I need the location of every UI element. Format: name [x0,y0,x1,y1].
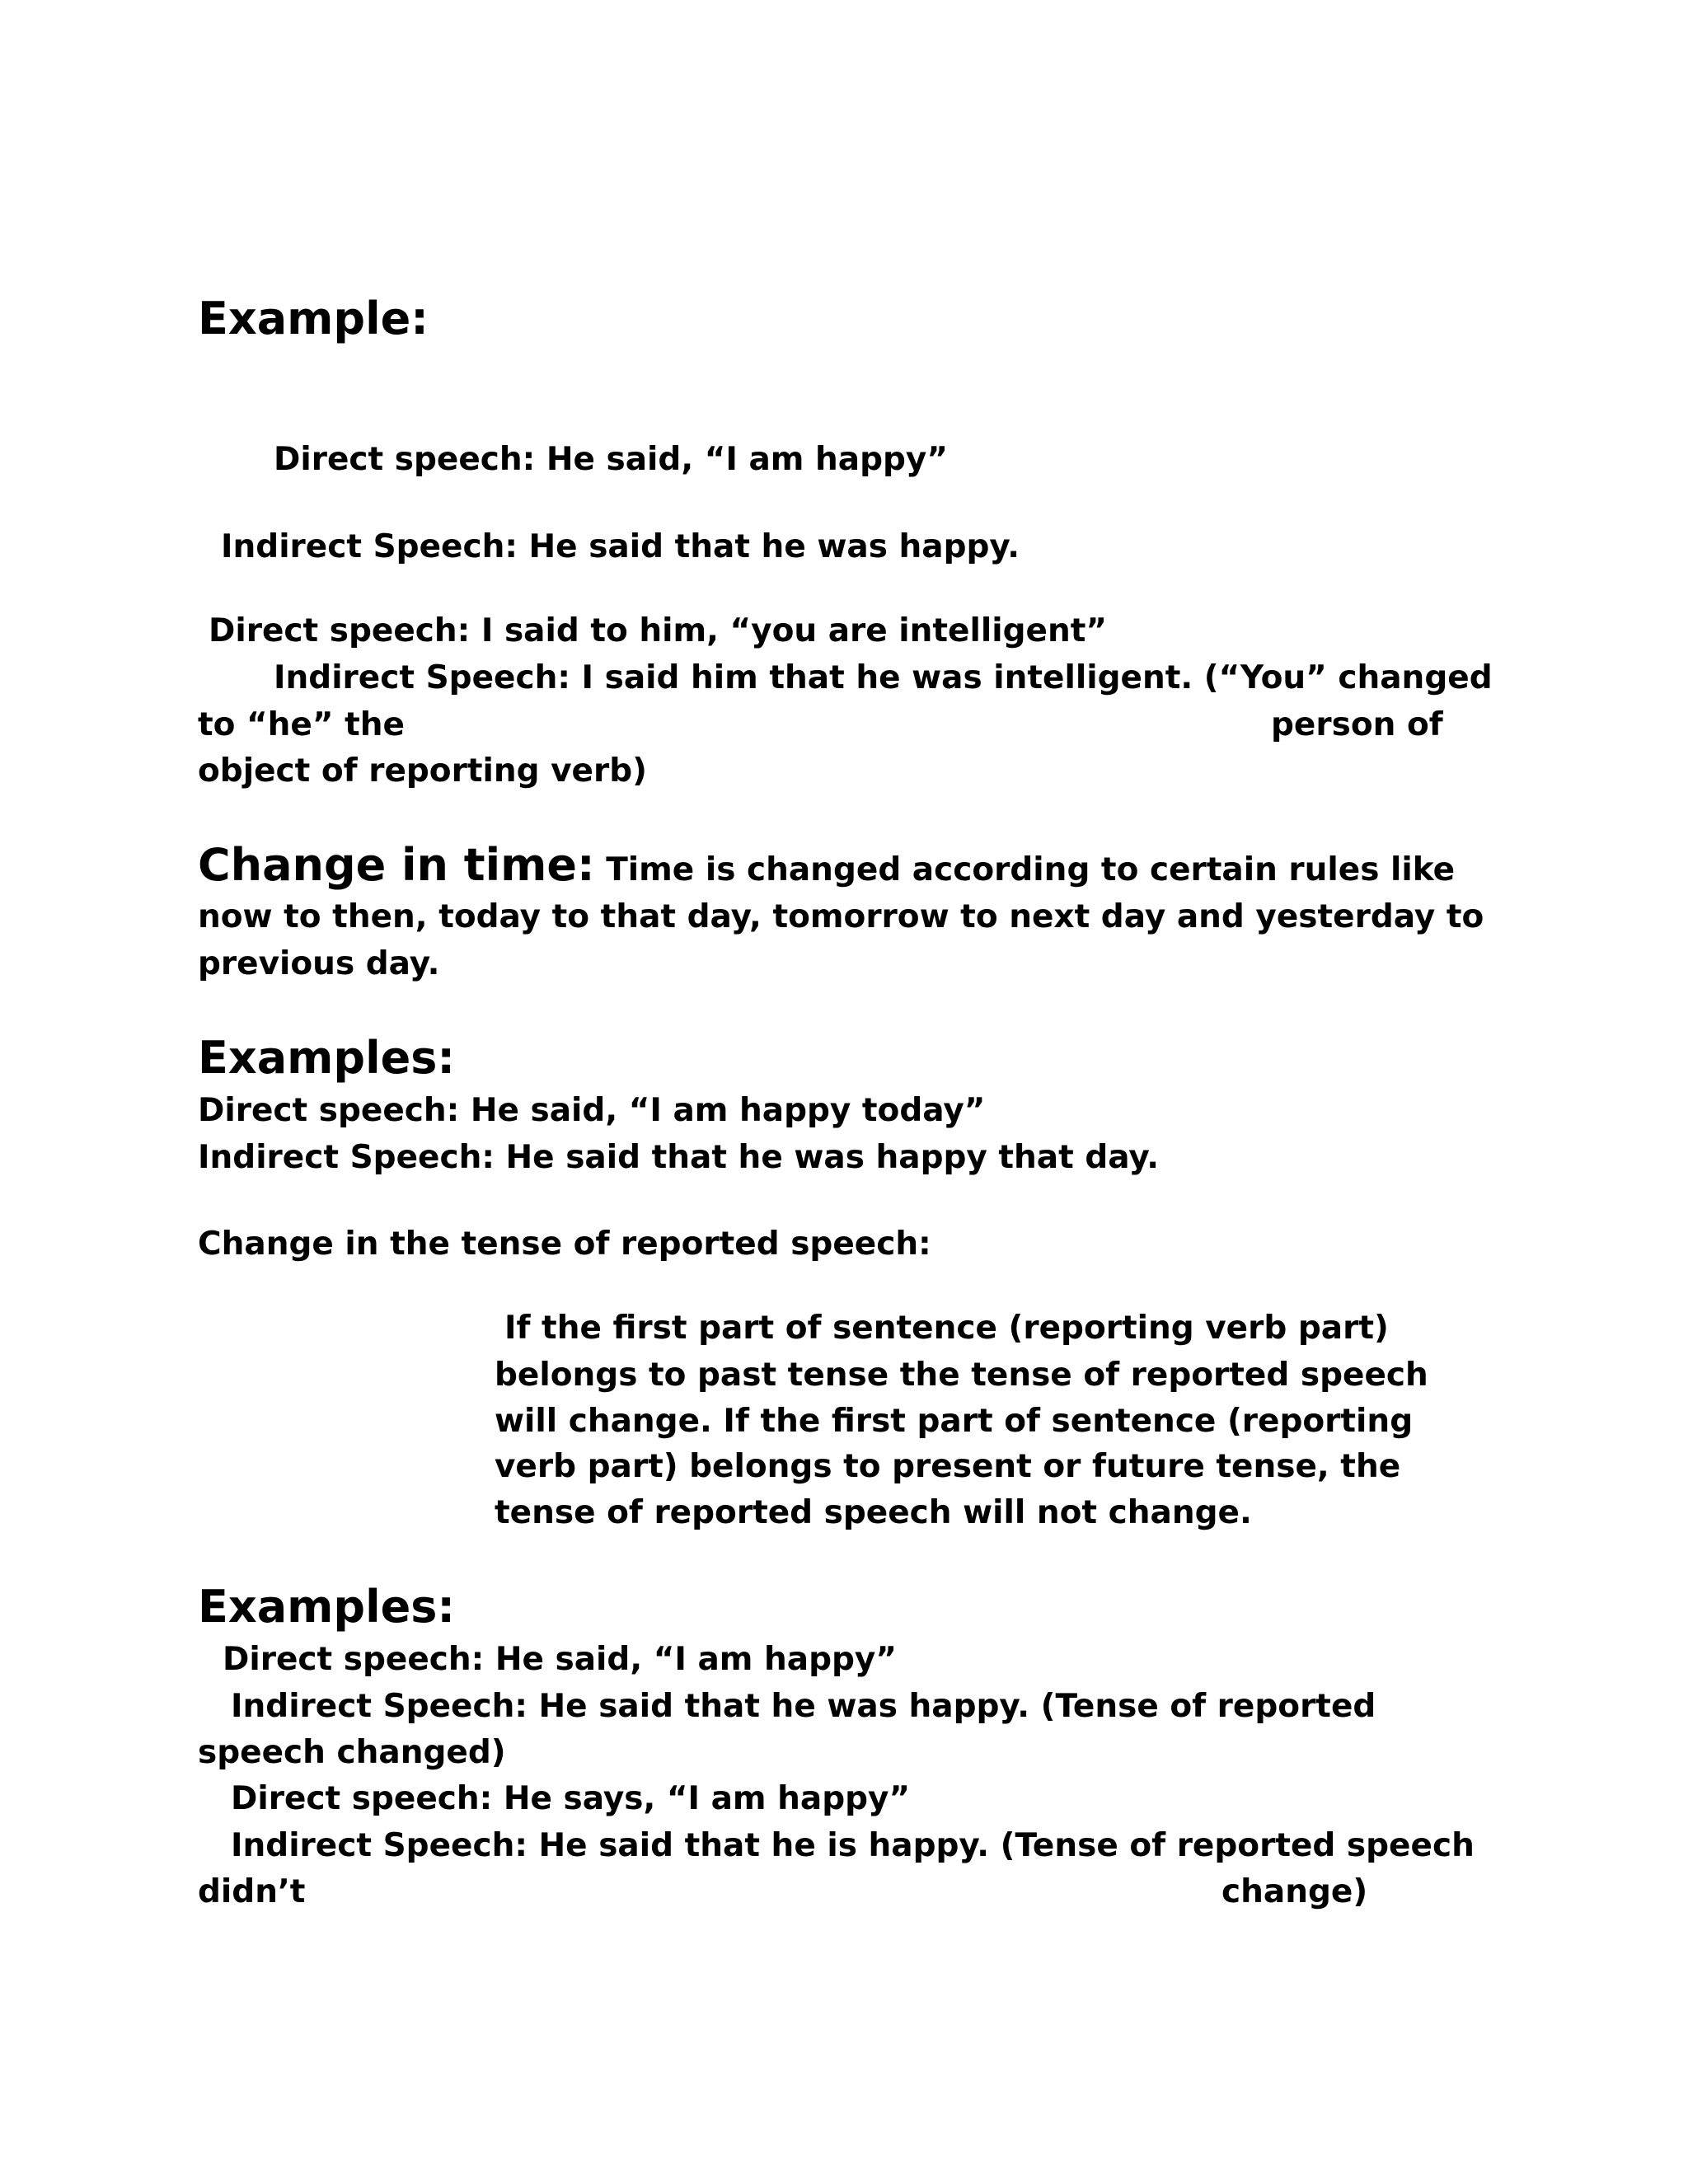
indirect-speech-line: Indirect Speech: He said that he was happy. [221,528,1020,565]
examples-heading: Examples: [198,1581,455,1633]
text-line: change) [1221,1873,1368,1910]
text-line: didn’t [198,1873,306,1910]
direct-speech-line: Direct speech: He said, “I am happy” [274,441,948,478]
change-in-time-heading: Change in time: [198,839,595,891]
paragraph-line: will change. If the first part of sentence (reporting [495,1403,1414,1440]
direct-speech-line: Direct speech: He said, “I am happy today” [198,1092,986,1129]
indirect-speech-line: Indirect Speech: He said that he was happy that day. [198,1139,1160,1176]
indirect-speech-line: Indirect Speech: He said that he is happy. (Tense of reported speech [231,1827,1475,1864]
examples-heading: Examples: [198,1032,455,1084]
text-line: to “he” the [198,706,405,743]
direct-speech-line: Direct speech: He said, “I am happy” [223,1641,897,1678]
text-line: previous day. [198,945,440,982]
indirect-speech-line: Indirect Speech: He said that he was happy. (Tense of reported [231,1688,1376,1725]
tense-change-heading: Change in the tense of reported speech: [198,1226,931,1263]
text-line: object of reporting verb) [198,752,647,790]
direct-speech-line: Direct speech: He says, “I am happy” [231,1780,911,1817]
change-in-time-line [198,839,1456,893]
indirect-speech-line: Indirect Speech: I said him that he was intelligent. (“You” changed [274,659,1493,696]
text-line: person of [1271,706,1443,743]
paragraph-line: tense of reported speech will not change. [495,1494,1252,1531]
text-line: speech changed) [198,1734,506,1771]
text-line: now to then, today to that day, tomorrow to next day and yesterday to [198,898,1484,935]
paragraph-line: If the first part of sentence (reporting verb part) [504,1310,1389,1347]
paragraph-line: belongs to past tense the tense of reported speech [495,1357,1428,1394]
paragraph-line: verb part) belongs to present or future tense, the [495,1448,1401,1485]
direct-speech-line: Direct speech: I said to him, “you are intelligent” [209,612,1108,649]
change-in-time-text: Time is changed according to certain rules like [606,851,1456,888]
example-heading: Example: [198,293,429,344]
